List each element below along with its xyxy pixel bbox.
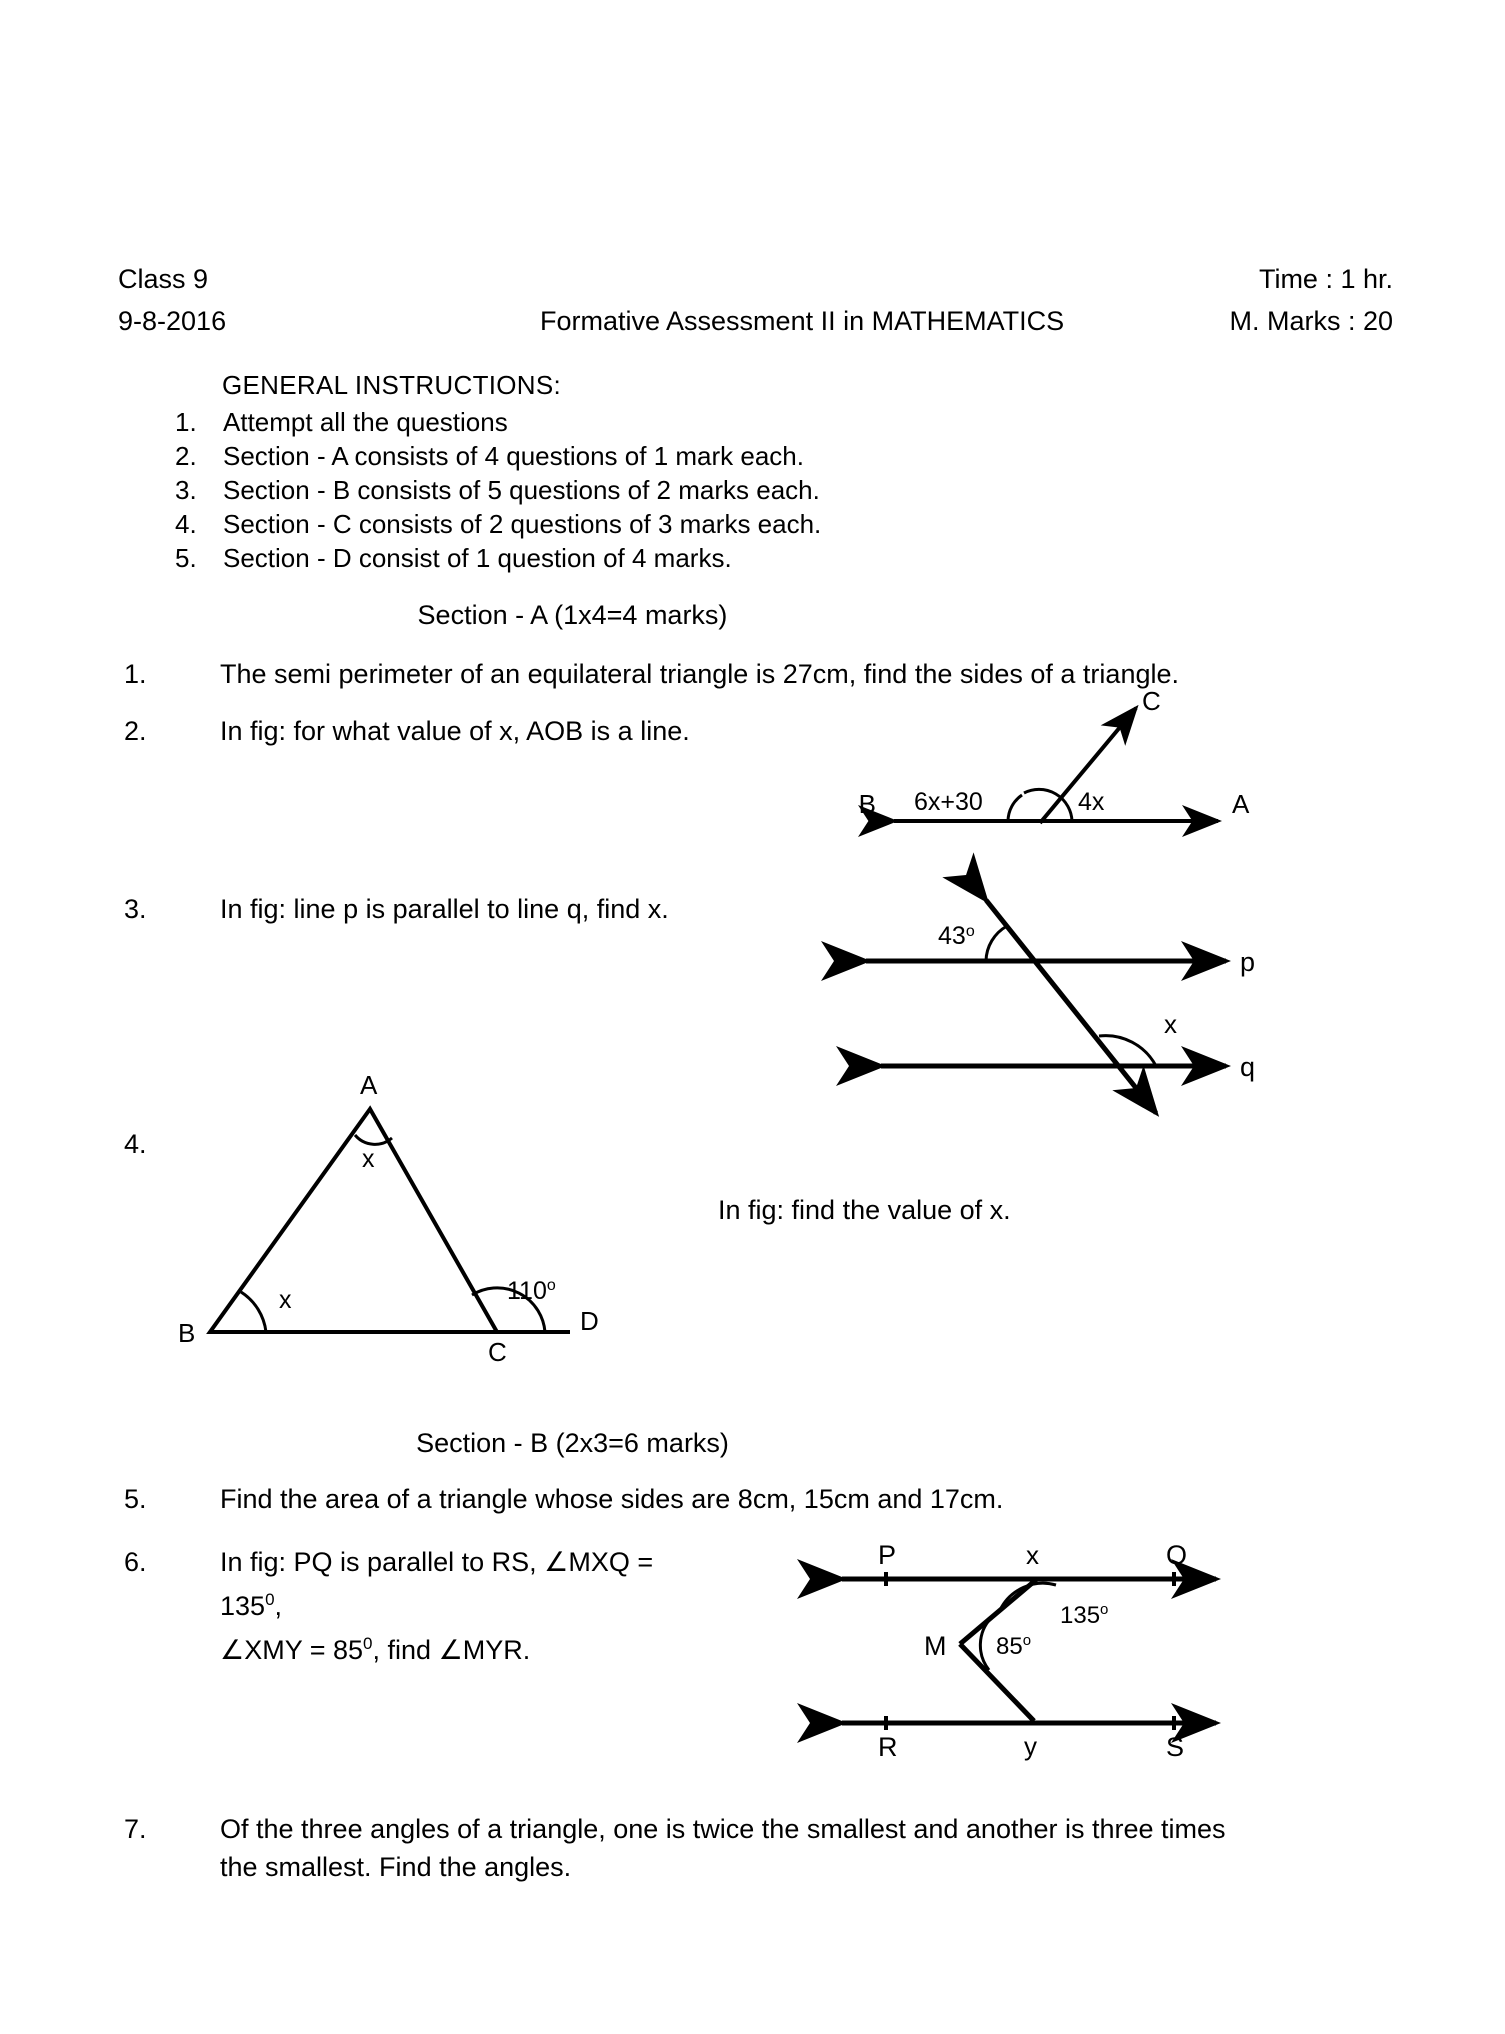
label-angle-135: 135$^o$ [1060, 1601, 1109, 1629]
label-D: D [580, 1306, 599, 1336]
q6-text-c: , [274, 1591, 283, 1621]
instruction-item [175, 440, 1075, 472]
label-angle-110: 110$^o$ [507, 1277, 556, 1305]
instruction-number: 2. [175, 441, 197, 471]
label-Y: y [1024, 1731, 1037, 1761]
time-label: Time : 1 hr. [1258, 264, 1393, 294]
label-A: A [1232, 789, 1250, 819]
question-6 [124, 1543, 684, 1669]
section-a-heading: Section - A (1x4=4 marks) [417, 600, 728, 630]
label-angle-85: 85$^o$ [996, 1632, 1032, 1660]
label-angle-43: 43$^o$ [938, 922, 975, 950]
instruction-item [175, 474, 1075, 506]
general-instructions-title: GENERAL INSTRUCTIONS: [222, 370, 562, 400]
label-angle-apex-x: x [362, 1145, 375, 1173]
instruction-number: 5. [175, 543, 197, 573]
question-5 [124, 1480, 1384, 1518]
transversal-line [986, 900, 1156, 1113]
question-text: In fig: for what value of x, AOB is a line. [220, 716, 690, 746]
label-R: R [878, 1732, 898, 1762]
angle-symbol-icon: ∠ [438, 1635, 463, 1665]
instruction-number: 1. [175, 407, 197, 437]
question-number: 5. [124, 1484, 147, 1514]
question-number: 7. [124, 1814, 147, 1844]
question-4-prompt: In fig: find the value of x. [718, 1195, 1011, 1225]
instruction-text: Attempt all the questions [223, 407, 508, 437]
exam-title: Formative Assessment II in MATHEMATICS [540, 306, 1065, 336]
q6-text-a: In fig: PQ is parallel to RS, [220, 1547, 545, 1577]
q6-text-b: MXQ = 135 [220, 1547, 654, 1621]
date-label: 9-8-2016 [118, 306, 227, 336]
question-7 [124, 1810, 1384, 1886]
instruction-item [175, 542, 1075, 574]
instruction-number: 4. [175, 509, 197, 539]
question-number: 3. [124, 894, 147, 924]
question-2 [124, 712, 924, 750]
triangle-ABC [210, 1109, 497, 1332]
question-number: 6. [124, 1547, 147, 1577]
instruction-item [175, 406, 1075, 438]
instruction-text: Section - C consists of 2 questions of 3 marks each. [223, 509, 822, 539]
q6-degree-sup: 0 [265, 1590, 275, 1609]
label-p: p [1240, 947, 1256, 977]
angle-symbol-icon: ∠ [220, 1635, 245, 1665]
class-label: Class 9 [118, 264, 209, 294]
instruction-text: Section - D consist of 1 question of 4 marks. [223, 543, 732, 573]
question-number: 2. [124, 716, 147, 746]
q7-line-1: Of the three angles of a triangle, one is twice the smallest and another is three times [220, 1814, 1226, 1844]
question-text [220, 1810, 1384, 1886]
question-text: The semi perimeter of an equilateral triangle is 27cm, find the sides of a triangle. [220, 659, 1179, 689]
label-B: B [178, 1318, 196, 1348]
q6-text-d: XMY = 85 [244, 1635, 364, 1665]
question-number: 4. [124, 1129, 147, 1159]
angle-arc-43 [986, 926, 1007, 961]
q6-degree-sup: 0 [363, 1634, 373, 1653]
general-instructions-list [175, 406, 1075, 576]
label-C: C [488, 1337, 507, 1367]
label-angle-4x: 4x [1078, 788, 1105, 816]
q6-line-2 [220, 1635, 530, 1665]
label-B: B [858, 789, 876, 819]
section-b-heading: Section - B (2x3=6 marks) [416, 1428, 729, 1458]
label-S: S [1166, 1732, 1185, 1762]
instruction-number: 3. [175, 475, 197, 505]
label-P: P [878, 1540, 897, 1570]
angle-arc-B [241, 1292, 266, 1332]
figure-question-3 [826, 878, 1256, 1133]
label-angle-base-x: x [279, 1286, 292, 1314]
label-M: M [924, 1631, 947, 1661]
label-A: A [360, 1070, 378, 1100]
instruction-text: Section - A consists of 4 questions of 1 mark each. [223, 441, 804, 471]
question-text: In fig: line p is parallel to line q, find x. [220, 894, 669, 924]
angle-arc-left [1008, 795, 1022, 821]
q7-line-2: the smallest. Find the angles. [220, 1852, 572, 1882]
figure-question-2 [836, 686, 1256, 861]
figure-question-4 [152, 1062, 599, 1367]
instruction-text: Section - B consists of 5 questions of 2 marks each. [223, 475, 820, 505]
question-3 [124, 890, 924, 928]
q6-line-1 [220, 1547, 653, 1621]
figure-question-6 [824, 1528, 1224, 1783]
instruction-item [175, 508, 1075, 540]
q6-text-f: MYR. [462, 1635, 531, 1665]
label-Q: Q [1166, 1540, 1188, 1570]
header-right-block [1229, 258, 1393, 342]
question-text [220, 1543, 684, 1669]
question-number: 1. [124, 659, 147, 689]
label-C: C [1142, 686, 1161, 716]
label-q: q [1240, 1052, 1256, 1082]
question-text: Find the area of a triangle whose sides are 8cm, 15cm and 17cm. [220, 1484, 1004, 1514]
q6-text-e: , find [372, 1635, 439, 1665]
label-angle-6x30: 6x+30 [914, 788, 983, 816]
max-marks-label: M. Marks : 20 [1229, 306, 1393, 336]
label-X: x [1026, 1540, 1039, 1570]
angle-symbol-icon: ∠ [544, 1547, 569, 1577]
header-left-block [118, 258, 226, 342]
label-angle-x: x [1164, 1009, 1177, 1039]
